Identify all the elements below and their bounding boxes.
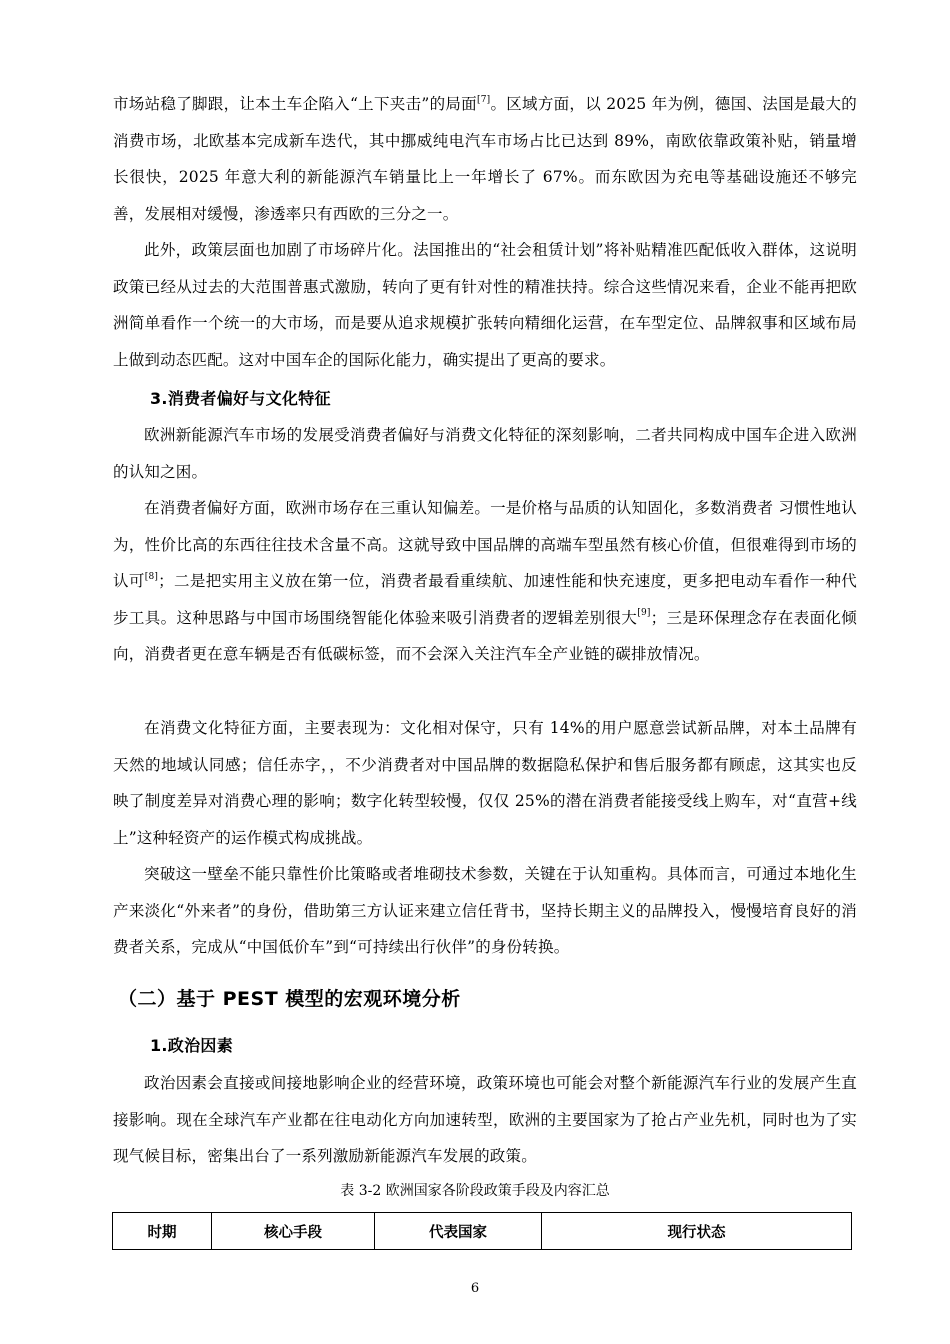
- page-number: 6: [470, 1281, 480, 1296]
- paragraph-consumer-bias: [113, 490, 857, 673]
- table-header-current-status: 现行状态: [542, 1213, 852, 1250]
- paragraph-regional-market: [113, 86, 857, 232]
- paragraph-policy-fragmentation: [113, 232, 857, 378]
- paragraph-text: 在消费者偏好方面，欧洲市场存在三重认知偏差。一是价格与品质的认知固化，多数消费者 习惯性地认为，性价比高的东西往往技术含量不高。这就导致中国品牌的高端车型虽然有核心价值，但很难得到市场的认可: [113, 499, 857, 590]
- paragraph-breakthrough: [113, 856, 857, 966]
- paragraph-consumer-culture: [113, 710, 857, 856]
- section-heading-pest: （二）基于 PEST 模型的宏观环境分析: [118, 988, 461, 1010]
- citation-7[interactable]: [7]: [476, 94, 491, 105]
- paragraph-consumer-intro: [113, 417, 857, 490]
- policy-table: [112, 1212, 852, 1250]
- section-heading-consumer-preference: 3.消费者偏好与文化特征: [150, 389, 331, 408]
- table-header-core-means: 核心手段: [212, 1213, 375, 1250]
- table-header-period: 时期: [113, 1213, 212, 1250]
- citation-8[interactable]: [8]: [144, 571, 159, 582]
- paragraph-text: 政治因素会直接或间接地影响企业的经营环境，政策环境也可能会对整个新能源汽车行业的发展产生直接影响。现在全球汽车产业都在往电动化方向加速转型，欧洲的主要国家为了抢占产业先机，同时也为了实现气候目标，密集出台了一系列激励新能源汽车发展的政策。: [113, 1074, 857, 1165]
- section-heading-political: 1.政治因素: [150, 1036, 234, 1055]
- table-caption: 表 3-2 欧洲国家各阶段政策手段及内容汇总: [340, 1183, 610, 1199]
- paragraph-text: ；三是环保理念存在表面化倾向，消费者更在意车辆是否有低碳标签，而不会深入关注汽车全产业链的碳排放情况。: [113, 608, 857, 663]
- paragraph-text: ；二是把实用主义放在第一位，消费者最看重续航、加速性能和快充速度，更多把电动车看作一种代步工具。这种思路与中国市场围绕智能化体验来吸引消费者的逻辑差别很大: [113, 572, 857, 627]
- paragraph-text: 欧洲新能源汽车市场的发展受消费者偏好与消费文化特征的深刻影响，二者共同构成中国车企进入欧洲的认知之困。: [113, 426, 857, 481]
- paragraph-text: 在消费文化特征方面，主要表现为：文化相对保守，只有 14%的用户愿意尝试新品牌，对本土品牌有天然的地域认同感；信任赤字，，不少消费者对中国品牌的数据隐私保护和售后服务都有顾虑，这其实也反映了制度差异对消费心理的影响；数字化转型较慢，仅仅 25%的潜在消费者能接受线上购车，对“直营+线上”这种轻资产的运作模式构成挑战。: [113, 719, 857, 847]
- table-header-row: [113, 1213, 852, 1250]
- paragraph-text: 市场站稳了脚跟，让本土车企陷入“上下夹击”的局面: [113, 95, 477, 113]
- citation-9[interactable]: [9]: [637, 608, 651, 619]
- paragraph-text: 此外，政策层面也加剧了市场碎片化。法国推出的“社会租赁计划”将补贴精准匹配低收入群体，这说明政策已经从过去的大范围普惠式激励，转向了更有针对性的精准扶持。综合这些情况来看，企业不能再把欧洲简单看作一个统一的大市场，而是要从追求规模扩张转向精细化运营，在车型定位、品牌叙事和区域布局上做到动态匹配。这对中国车企的国际化能力，确实提出了更高的要求。: [113, 241, 857, 369]
- table-header-representative-country: 代表国家: [375, 1213, 542, 1250]
- paragraph-text: 突破这一壁垒不能只靠性价比策略或者堆砌技术参数，关键在于认知重构。具体而言，可通过本地化生产来淡化“外来者”的身份，借助第三方认证来建立信任背书，坚持长期主义的品牌投入，慢慢培育良好的消费者关系，完成从“中国低价车”到“可持续出行伙伴”的身份转换。: [113, 865, 857, 956]
- paragraph-text: 。区域方面，以 2025 年为例，德国、法国是最大的消费市场，北欧基本完成新车迭代，其中挪威纯电汽车市场占比已达到 89%，南欧依靠政策补贴，销量增长很快，2025 年意大利的新能源汽车销量比上一年增长了 67%。而东欧因为充电等基础设施还不够完善，发展相对缓慢，渗透率只有西欧的三分之一。: [113, 95, 857, 223]
- paragraph-political: [113, 1065, 857, 1175]
